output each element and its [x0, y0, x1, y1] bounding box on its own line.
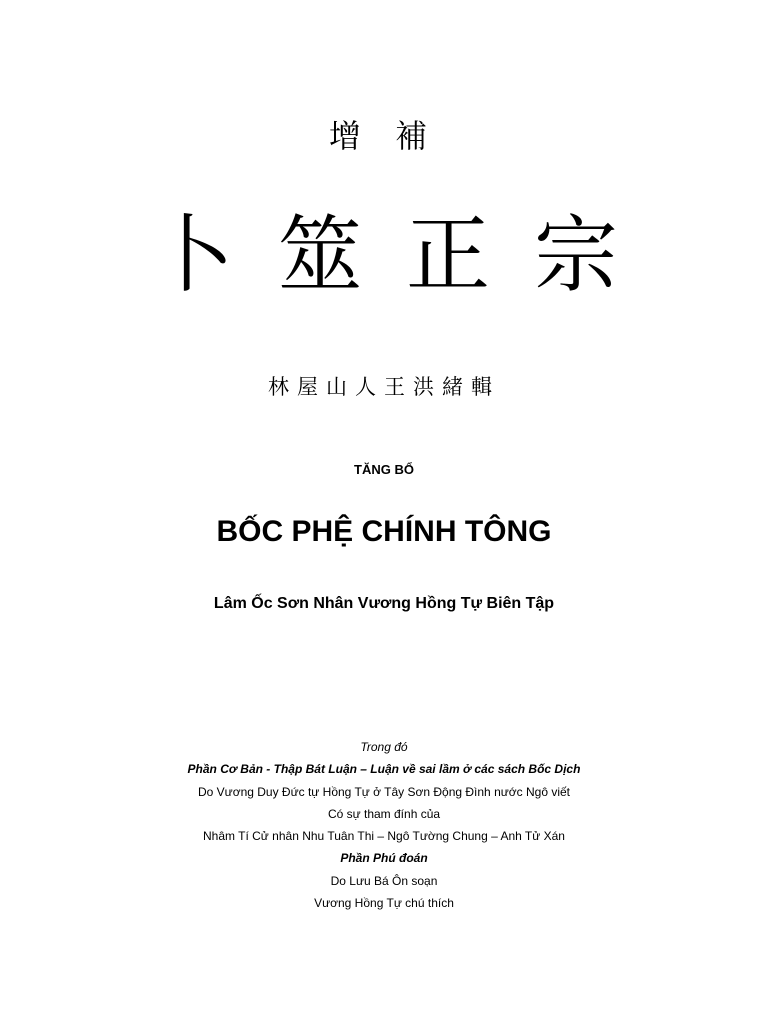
credit-line: Do Lưu Bá Ôn soạn [330, 873, 438, 888]
cjk-author: 林屋山人王洪緒輯 [268, 375, 500, 399]
credit-line: Vương Hồng Tự chú thích [314, 896, 454, 911]
credit-line: Có sự tham đính của [327, 806, 441, 821]
vietnamese-title: BỐC PHỆ CHÍNH TÔNG [216, 515, 552, 548]
credit-line: Trong đó [360, 740, 408, 754]
vietnamese-subtitle: TĂNG BỔ [354, 462, 414, 477]
cjk-subtitle: 增 補 [328, 117, 440, 155]
cjk-title: 卜筮正宗 [149, 206, 662, 304]
credit-line: Phần Phú đoán [340, 851, 428, 866]
credits-block [0, 736, 768, 914]
vietnamese-author: Lâm Ốc Sơn Nhân Vương Hồng Tự Biên Tập [213, 595, 555, 612]
credit-line: Phần Cơ Bản - Thập Bát Luận – Luận về sai lầm ở các sách Bốc Dịch [187, 762, 581, 777]
credit-line: Do Vương Duy Đức tự Hồng Tự ở Tây Sơn Động Đình nước Ngô viết [197, 784, 570, 799]
credit-line: Nhâm Tí Cử nhân Nhu Tuân Thi – Ngô Tường Chung – Anh Tử Xán [203, 829, 565, 844]
